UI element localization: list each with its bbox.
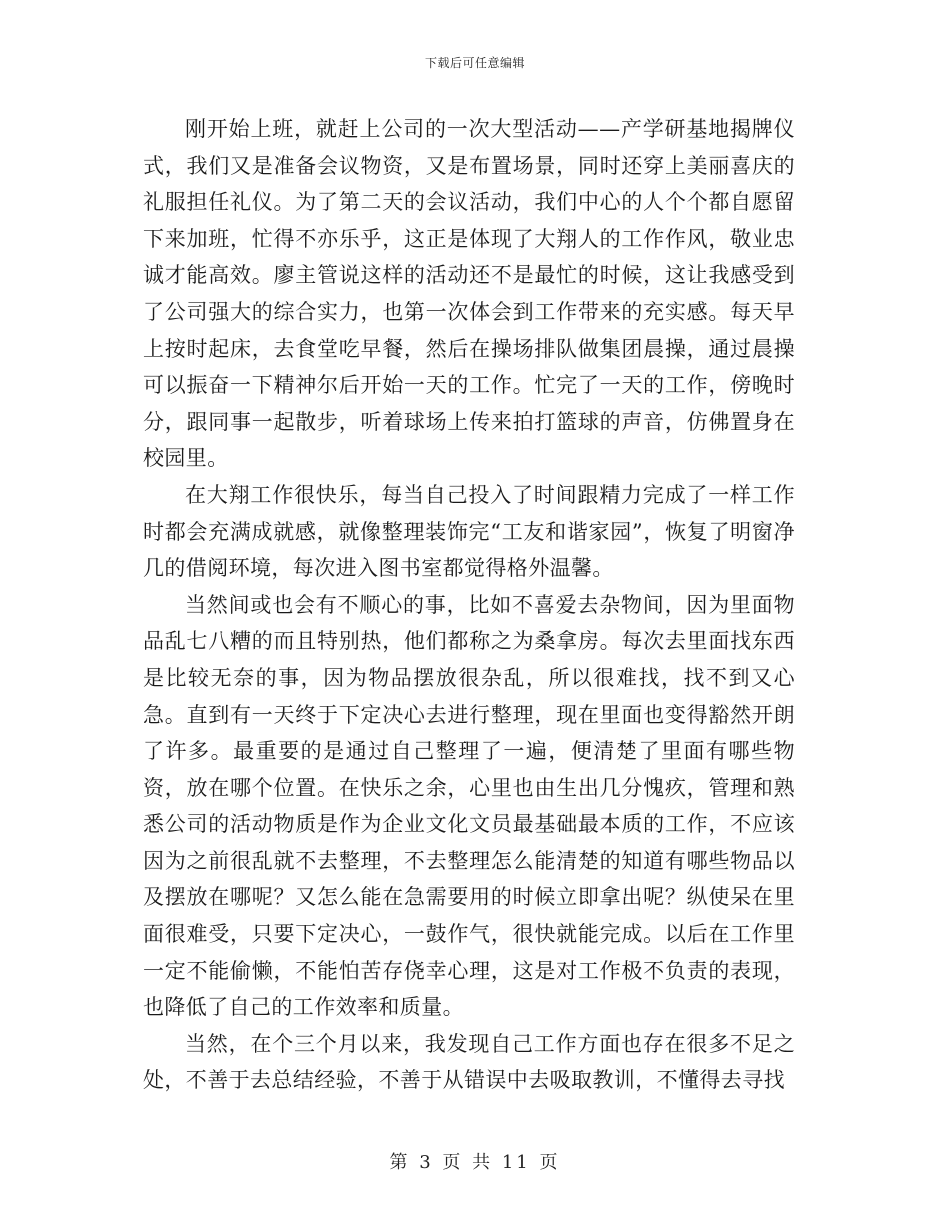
paragraph-1: 刚开始上班，就赶上公司的一次大型活动——产学研基地揭牌仪式，我们又是准备会议物资，又是布置场景，同时还穿上美丽喜庆的礼服担任礼仪。为了第二天的会议活动，我们中心的人个个都自愿留下来加班，忙得不亦乐乎，这正是体现了大翔人的工作作风，敬业忠诚才能高效。廖主管说这样的活动还不是最忙的时候，这让我感受到了公司强大的综合实力，也第一次体会到工作带来的充实感。每天早上按时起床，去食堂吃早餐，然后在操场排队做集团晨操，通过晨操可以振奋一下精神尔后开始一天的工作。忙完了一天的工作，傍晚时分，跟同事一起散步，听着球场上传来拍打篮球的声音，仿佛置身在校园里。 xyxy=(143,117,795,471)
paragraph-2: 在大翔工作很快乐，每当自己投入了时间跟精力完成了一样工作时都会充满成就感，就像整理装饰完“工友和谐家园”，恢复了明窗净几的借阅环境，每次进入图书室都觉得格外温馨。 xyxy=(143,482,795,581)
paragraph-4: 当然，在个三个月以来，我发现自己工作方面也存在很多不足之处，不善于去总结经验，不善于从错误中去吸取教训，不懂得去寻找 xyxy=(143,1031,795,1093)
paragraph-3: 当然间或也会有不顺心的事，比如不喜爱去杂物间，因为里面物品乱七八糟的而且特别热，他们都称之为桑拿房。每次去里面找东西是比较无奈的事，因为物品摆放很杂乱，所以很难找，找不到又心急。直到有一天终于下定决心去进行整理，现在里面也变得豁然开朗了许多。最重要的是通过自己整理了一遍，便清楚了里面有哪些物资，放在哪个位置。在快乐之余，心里也由生出几分愧疚，管理和熟悉公司的活动物质是作为企业文化文员最基础最本质的工作，不应该因为之前很乱就不去整理，不去整理怎么能清楚的知道有哪些物品以及摆放在哪呢？又怎么能在急需要用的时候立即拿出呢？纵使呆在里面很难受，只要下定决心，一鼓作气，很快就能完成。以后在工作里一定不能偷懒，不能怕苦存侥幸心理，这是对工作极不负责的表现，也降低了自己的工作效率和质量。 xyxy=(143,592,795,1020)
page-header: 下载后可任意编辑 xyxy=(424,56,525,70)
document-body xyxy=(143,111,795,1099)
page-number-footer: 第 3 页 共 11 页 xyxy=(389,1152,561,1173)
